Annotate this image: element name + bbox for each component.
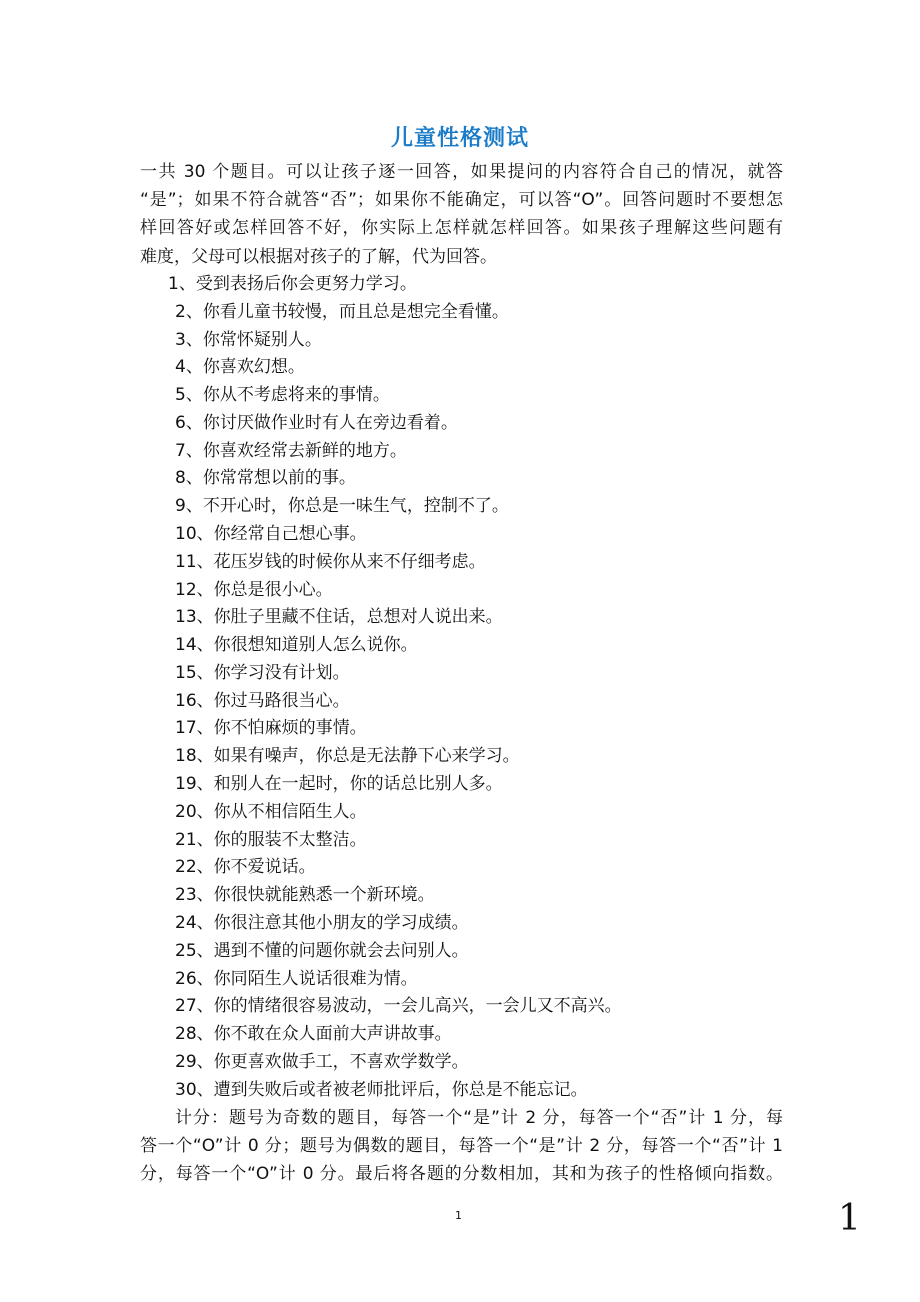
question-item: 3、你常怀疑别人。 <box>175 329 322 350</box>
question-item: 29、你更喜欢做手工，不喜欢学数学。 <box>175 1051 469 1072</box>
scoring-line: 分，每答一个“O”计 0 分。最后将各题的分数相加，其和为孩子的性格倾向指数。 <box>140 1164 783 1184</box>
question-item: 7、你喜欢经常去新鲜的地方。 <box>175 440 407 461</box>
question-item: 26、你同陌生人说话很难为情。 <box>175 968 418 989</box>
question-item: 2、你看儿童书较慢，而且总是想完全看懂。 <box>175 301 509 322</box>
question-item: 17、你不怕麻烦的事情。 <box>175 718 367 739</box>
question-item: 25、遇到不懂的问题你就会去问别人。 <box>175 940 469 961</box>
question-item: 27、你的情绪很容易波动，一会儿高兴，一会儿又不高兴。 <box>175 996 622 1017</box>
question-item: 8、你常常想以前的事。 <box>175 468 356 489</box>
question-item: 14、你很想知道别人怎么说你。 <box>175 635 418 656</box>
question-item: 24、你很注意其他小朋友的学习成绩。 <box>175 912 469 933</box>
question-item: 13、你肚子里藏不住话，总想对人说出来。 <box>175 607 503 628</box>
question-item: 9、不开心时，你总是一味生气，控制不了。 <box>175 496 509 517</box>
question-item: 21、你的服装不太整洁。 <box>175 829 367 850</box>
scoring-line: 答一个“O”计 0 分；题号为偶数的题目，每答一个“是”计 2 分，每答一个“否”计 1 <box>140 1136 783 1156</box>
question-item: 23、你很快就能熟悉一个新环境。 <box>175 885 435 906</box>
question-item: 22、你不爱说话。 <box>175 857 316 878</box>
question-item: 1、受到表扬后你会更努力学习。 <box>168 274 417 294</box>
intro-line: 难度，父母可以根据对孩子的了解，代为回答。 <box>140 246 497 267</box>
question-item: 19、和别人在一起时，你的话总比别人多。 <box>175 774 503 795</box>
question-item: 20、你从不相信陌生人。 <box>175 801 367 822</box>
question-item: 4、你喜欢幻想。 <box>175 357 305 378</box>
question-item: 30、遭到失败后或者被老师批评后，你总是不能忘记。 <box>175 1079 588 1100</box>
page-number-large: 1 <box>838 1198 861 1239</box>
question-item: 5、你从不考虑将来的事情。 <box>175 385 390 406</box>
page-number: 1 <box>455 1209 462 1222</box>
intro-line: 一共 30 个题目。可以让孩子逐一回答，如果提问的内容符合自己的情况，就答 <box>140 162 783 182</box>
question-item: 18、如果有噪声，你总是无法静下心来学习。 <box>175 746 520 767</box>
question-item: 16、你过马路很当心。 <box>175 690 350 711</box>
intro-line: “是”；如果不符合就答“否”；如果你不能确定，可以答“O”。回答问题时不要想怎 <box>140 190 783 211</box>
intro-line: 样回答好或怎样回答不好，你实际上怎样就怎样回答。如果孩子理解这些问题有 <box>140 218 783 239</box>
question-item: 28、你不敢在众人面前大声讲故事。 <box>175 1024 452 1045</box>
scoring-line: 计分：题号为奇数的题目，每答一个“是”计 2 分，每答一个“否”计 1 分，每 <box>175 1108 783 1128</box>
question-item: 6、你讨厌做作业时有人在旁边看着。 <box>175 412 458 433</box>
document-title: 儿童性格测试 <box>390 126 529 151</box>
question-item: 12、你总是很小心。 <box>175 579 333 600</box>
question-item: 10、你经常自己想心事。 <box>175 524 367 545</box>
question-item: 15、你学习没有计划。 <box>175 662 350 683</box>
question-item: 11、花压岁钱的时候你从来不仔细考虑。 <box>175 551 486 572</box>
